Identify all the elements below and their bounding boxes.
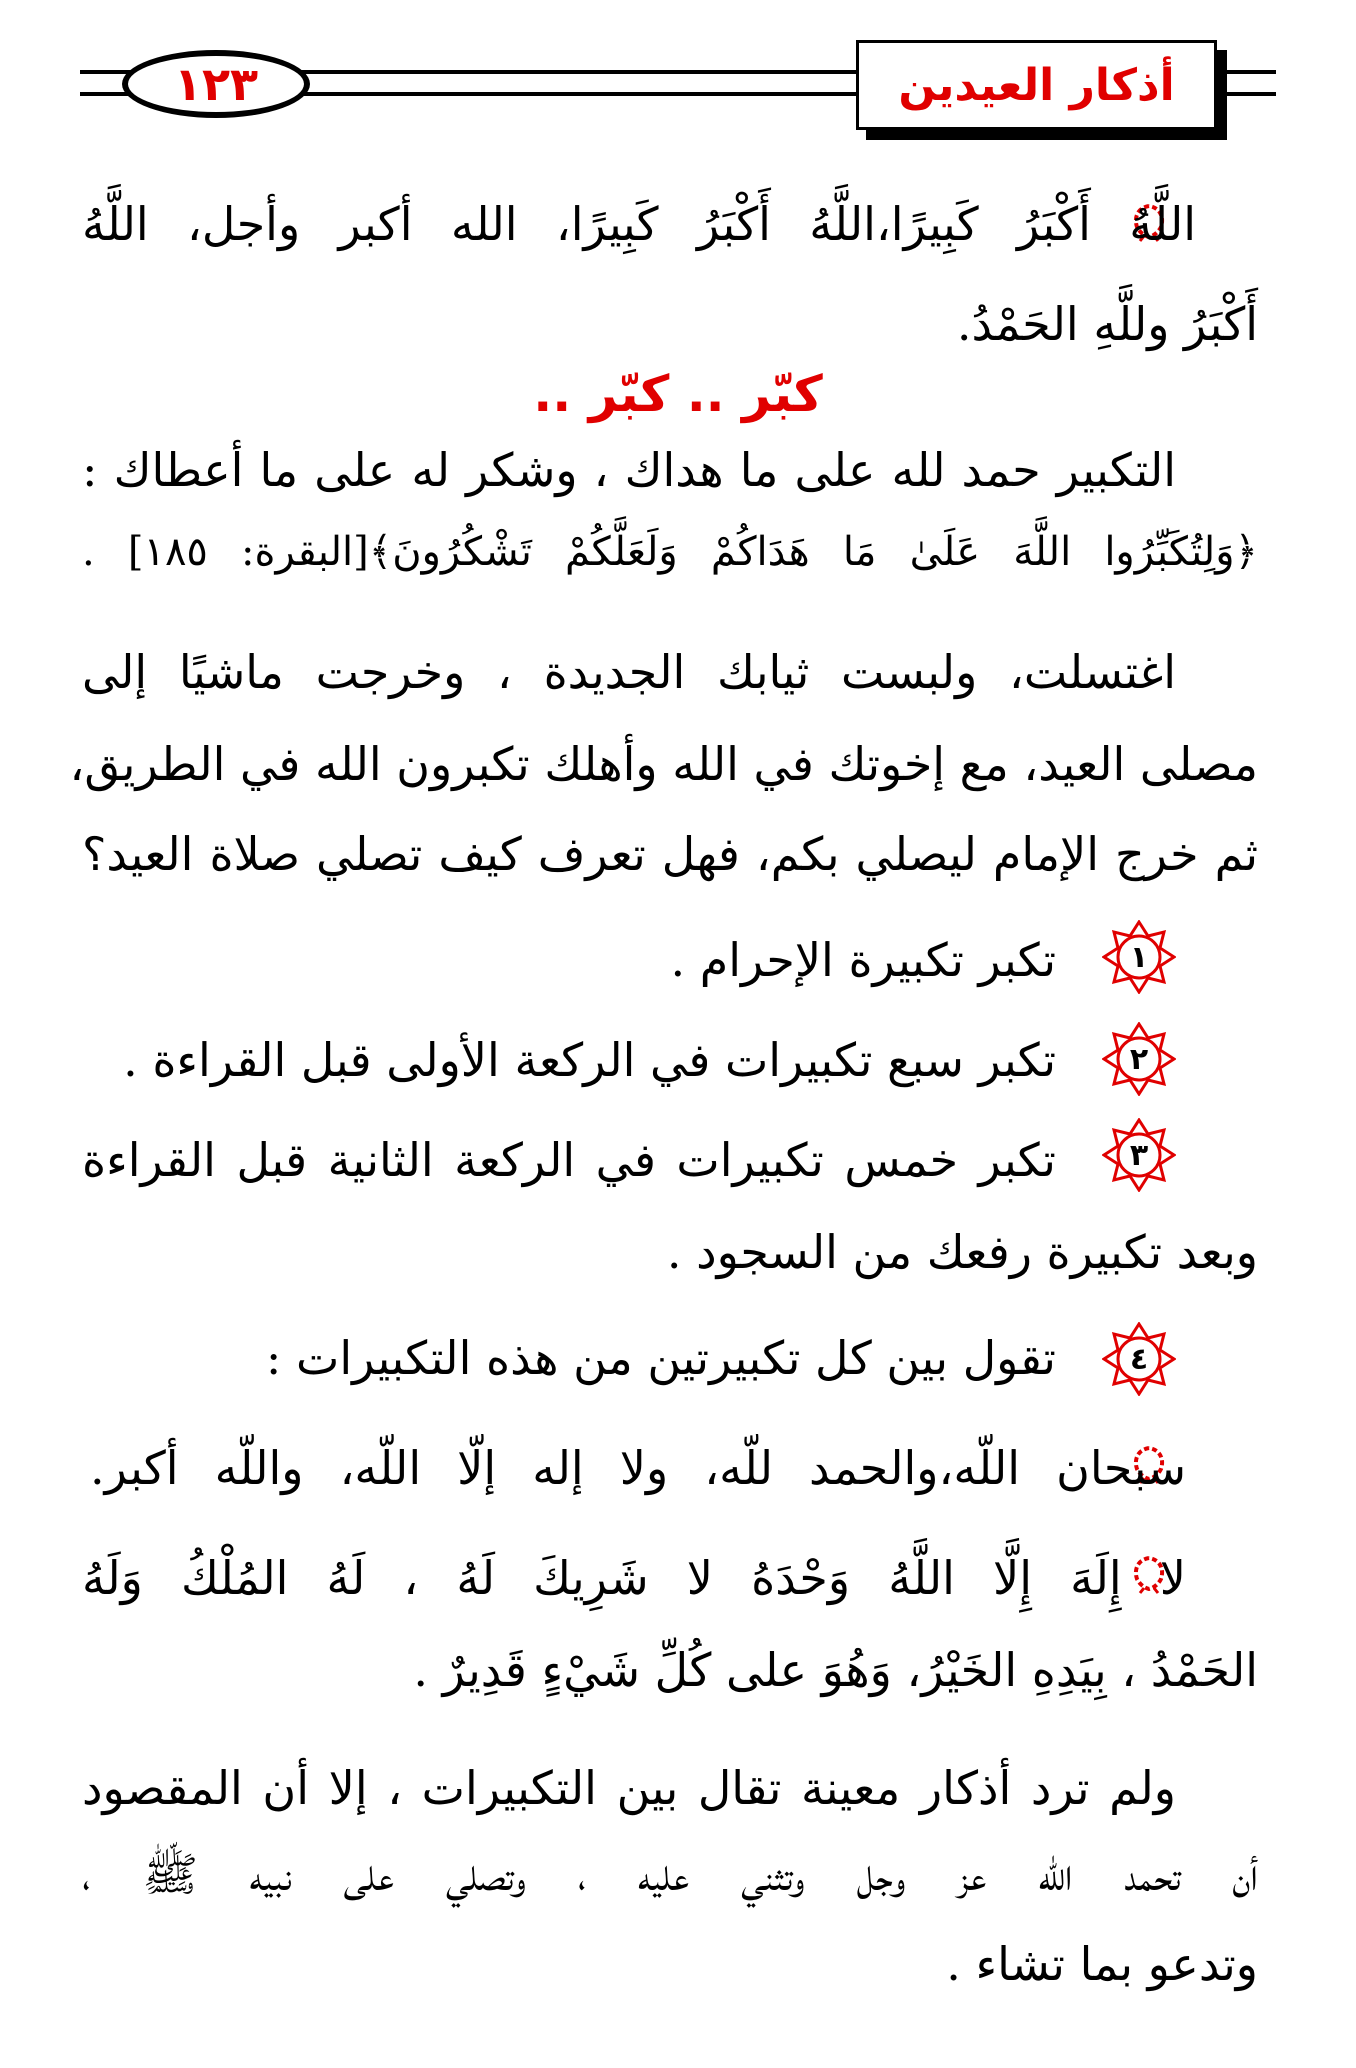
step-1-number-wrap <box>1102 920 1176 994</box>
step-3-number: ٣ <box>1129 1137 1149 1173</box>
header-rule-right-top <box>1221 70 1276 74</box>
step-3-text-line-1: تكبر خمس تكبيرات في الركعة الثانية قبل القراءة <box>82 1133 1056 1187</box>
dhikr-tahlil-line-2: الحَمْدُ ، بِيَدِهِ الخَيْرُ، وَهُوَ على كُلِّ شَيْءٍ قَدِيرٌ . <box>413 1643 1258 1697</box>
chapter-title: أذكار العيدين <box>898 59 1175 111</box>
step-2-text: تكبر سبع تكبيرات في الركعة الأولى قبل القراءة . <box>123 1033 1056 1087</box>
step-4-text: تقول بين كل تكبيرتين من هذه التكبيرات : <box>265 1331 1056 1385</box>
step-2-number-wrap <box>1102 1022 1176 1096</box>
paragraph-1-line-1: اغتسلت، ولبست ثيابك الجديدة ، وخرجت ماشيًا إلى <box>82 645 1176 699</box>
intro-line-1: التكبير حمد لله على ما هداك ، وشكر له على ما أعطاك : <box>82 443 1176 497</box>
step-3-text-line-2: وبعد تكبيرة رفعك من السجود . <box>666 1225 1258 1279</box>
header-rule-right-bottom <box>1221 92 1276 96</box>
page-number <box>122 50 310 118</box>
step-1-text: تكبر تكبيرة الإحرام . <box>670 933 1056 987</box>
step-1-number: ١ <box>1129 939 1149 975</box>
opening-takbir-line-1: اللَّهُ أَكْبَرُ كَبِيرًا،اللَّهُ أَكْبَرُ كَبِيرًا، الله أكبر وأجل، اللَّهُ <box>82 197 1196 251</box>
dhikr-tasbih: سبحان اللّه،والحمد للّه، ولا إله إلّا اللّه، واللّه أكبر. <box>90 1441 1186 1495</box>
page-header <box>0 0 1356 160</box>
step-3-number-wrap <box>1102 1118 1176 1192</box>
paragraph-1-line-3: ثم خرج الإمام ليصلي بكم، فهل تعرف كيف تصلي صلاة العيد؟ <box>82 827 1258 881</box>
closing-line-2: أن تحمد الله عز وجل وتثني عليه ، وتصلي على نبيه ﷺ ، <box>82 1847 1258 1901</box>
closing-line-1: ولم ترد أذكار معينة تقال بين التكبيرات ، إلا أن المقصود <box>82 1761 1176 1815</box>
page-number-text: ١٢٣ <box>173 57 259 111</box>
step-2-number: ٢ <box>1129 1041 1149 1077</box>
dhikr-tahlil-line-1: لا إِلَهَ إِلَّا اللَّهُ وَحْدَهُ لا شَرِيكَ لَهُ ، لَهُ المُلْكُ وَلَهُ <box>82 1551 1186 1605</box>
step-4-number-wrap <box>1102 1322 1176 1396</box>
quran-verse: ﴿وَلِتُكَبِّرُوا اللَّهَ عَلَىٰ مَا هَدَاكُمْ وَلَعَلَّكُمْ تَشْكُرُونَ﴾[البقرة: ١٨٥] . <box>82 529 1258 575</box>
paragraph-1-line-2: مصلى العيد، مع إخوتك في الله وأهلك تكبرون الله في الطريق، <box>69 737 1258 791</box>
chapter-title-box <box>856 40 1217 130</box>
opening-takbir-line-2: أَكْبَرُ وللَّهِ الحَمْدُ. <box>956 297 1258 351</box>
closing-line-3: وتدعو بما تشاء . <box>946 1937 1258 1991</box>
step-4-number: ٤ <box>1129 1341 1149 1377</box>
section-title: كبّر .. كبّر .. <box>533 365 823 423</box>
